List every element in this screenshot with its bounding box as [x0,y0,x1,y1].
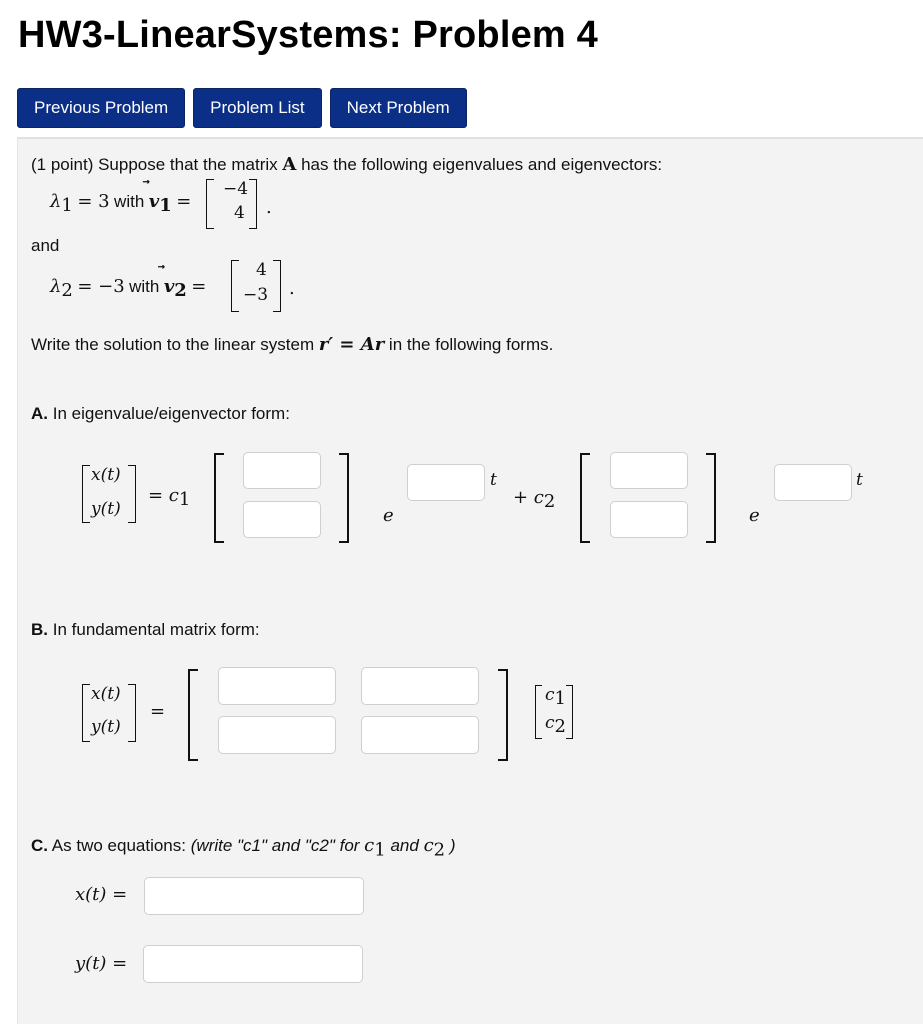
lambda1-subscript: 1 [61,195,73,217]
v1-symbol: v [148,191,160,212]
b-c2-subscript: 2 [554,716,566,738]
matrix-name: A [282,154,297,175]
v1-right-bracket [249,179,257,229]
a-vector1-bottom-input[interactable] [243,501,321,538]
lambda2-subscript: 2 [61,280,73,302]
a-vector2-top-input[interactable] [610,452,688,489]
and-text: and [31,236,60,255]
a-e2: e [749,505,760,526]
part-c-c2: c [423,835,434,856]
part-c-and: and [390,836,419,855]
v1-top-entry: −4 [223,179,249,199]
a-y-of-t: y(t) [91,499,121,519]
v2-period: . [289,278,295,299]
a-plus-c2-text: + c [513,487,544,508]
a-vector1-right-bracket [339,453,349,543]
with-text-2: with [129,277,160,296]
next-problem-button[interactable]: Next Problem [330,88,467,128]
a-vector2-left-bracket [580,453,590,543]
a-t2: t [856,470,863,490]
a-exponent1-input[interactable] [407,464,485,501]
a-xy-left-bracket [82,465,90,523]
c-y-label: y(t) = [75,953,128,974]
b-c-left-bracket [535,685,542,739]
previous-problem-button[interactable]: Previous Problem [17,88,185,128]
a-c1-subscript: 1 [178,489,191,511]
c-x-input[interactable] [144,877,364,915]
part-c-c1-subscript: 1 [374,839,386,861]
b-matrix-left-bracket [188,669,198,761]
part-b-heading [31,620,260,640]
part-a-text: In eigenvalue/eigenvector form: [52,404,290,423]
part-c-text: As two equations: [51,836,186,855]
intro-suffix: has the following eigenvalues and eigenvectors: [301,155,663,174]
a-eq-c1-text: = c [148,485,179,506]
write-suffix: in the following forms. [388,335,554,354]
v2-symbol: v [163,276,175,297]
v2-bottom-entry: −3 [243,285,269,305]
problem-list-button[interactable]: Problem List [193,88,321,128]
part-c-close: ) [449,836,456,855]
b-matrix-r2c2-input[interactable] [361,716,479,754]
v2-equals: = [191,276,207,297]
eigenpair-1 [50,191,191,216]
part-a-label: A. [31,404,48,423]
a-vector1-top-input[interactable] [243,452,321,489]
part-b-label: B. [31,620,48,639]
a-exponent2-input[interactable] [774,464,852,501]
a-equals-c1 [148,485,190,510]
a-c2-subscript: 2 [543,491,556,513]
v1-period: . [266,197,272,218]
problem-panel [17,137,923,1024]
c-x-label: x(t) = [75,884,128,905]
b-matrix-right-bracket [498,669,508,761]
b-y-of-t: y(t) [91,717,121,737]
a-x-of-t: x(t) [91,465,121,485]
a-vector2-right-bracket [706,453,716,543]
part-c-italic-text: (write "c1" and "c2" for [190,836,360,855]
v1-bottom-entry: 4 [234,203,245,223]
b-c1 [545,685,566,709]
lambda2-value: = −3 [77,276,125,297]
b-c1-subscript: 1 [554,688,566,710]
write-prefix: Write the solution to the linear system [31,335,315,354]
part-b-text: In fundamental matrix form: [52,620,260,639]
b-c2-symbol: c [545,713,555,733]
b-matrix-r2c1-input[interactable] [218,716,336,754]
with-text-1: with [114,192,145,211]
eigenpair-2 [50,276,206,301]
lambda1-value: = 3 [77,191,110,212]
c-y-input[interactable] [143,945,363,983]
v2-top-entry: 4 [256,260,267,280]
lambda2-symbol: λ [50,276,62,297]
a-xy-right-bracket [128,465,136,523]
v2-right-bracket [273,260,281,312]
b-matrix-r1c2-input[interactable] [361,667,479,705]
b-xy-left-bracket [82,684,90,742]
intro-prefix: (1 point) Suppose that the matrix [31,155,278,174]
page-title: HW3-LinearSystems: Problem 4 [18,14,598,56]
write-instruction [31,334,553,355]
b-c1-symbol: c [545,685,555,705]
part-c-c2-subscript: 2 [433,839,446,861]
lambda1-symbol: λ [50,191,62,212]
a-vector1-left-bracket [214,453,224,543]
part-a-heading [31,404,290,424]
v1-left-bracket [206,179,214,229]
b-x-of-t: x(t) [91,684,121,704]
b-xy-right-bracket [128,684,136,742]
part-c-label: C. [31,836,48,855]
v1-equals: = [176,191,192,212]
a-e1: e [383,505,394,526]
problem-navigation [17,88,467,128]
v2-left-bracket [231,260,239,312]
a-plus-c2 [513,487,555,512]
part-c-c1: c [364,835,375,856]
a-t1: t [490,470,497,490]
problem-intro [31,154,662,175]
v1-subscript: 1 [159,195,172,217]
system-equation: r′ = Ar [318,334,385,355]
b-equals: = [150,701,166,722]
a-vector2-bottom-input[interactable] [610,501,688,538]
b-c-right-bracket [566,685,573,739]
v2-subscript: 2 [174,280,187,302]
b-c2 [545,713,566,737]
part-c-heading [31,835,456,860]
b-matrix-r1c1-input[interactable] [218,667,336,705]
